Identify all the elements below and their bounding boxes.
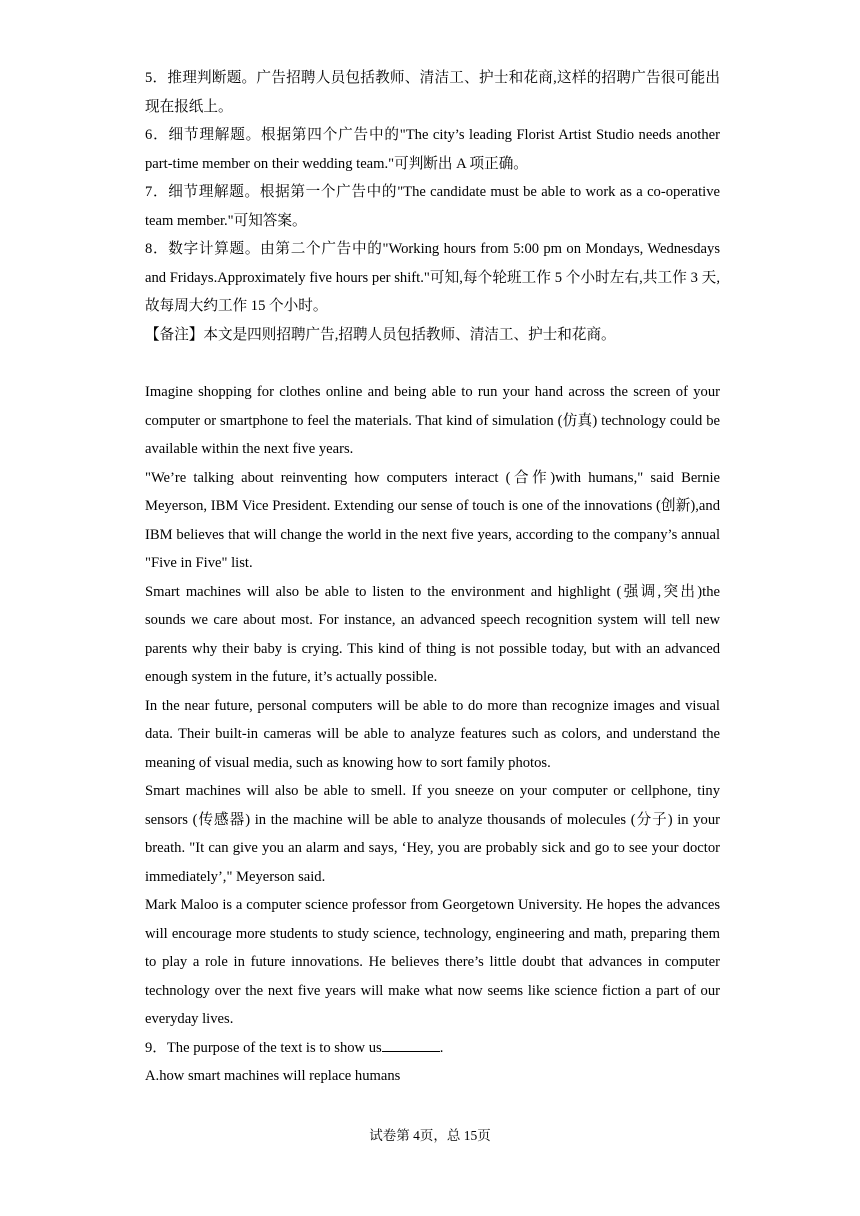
answer-blank — [382, 1035, 440, 1052]
question-9-option-a: A.how smart machines will replace humans — [145, 1068, 401, 1084]
passage-paragraph-3: Smart machines will also be able to listen to the environment and highlight (强调,突出)the sounds we care about most. For instance, an advanced speech recognition system will tell new parents why their baby is crying. This kind of thing is not possible today, but with an advanced enough system in the future, it’s actually possible. — [145, 583, 720, 685]
section-gap — [145, 349, 720, 378]
explanation-7: 7．细节理解题。根据第一个广告中的"The candidate must be able to work as a co-operative team member."可知答案。 — [145, 184, 720, 229]
explanation-8: 8．数字计算题。由第二个广告中的"Working hours from 5:00 pm on Mondays, Wednesdays and Fridays.Approximately five hours per shift."可知,每个轮班工作 5 个小时左右,共工作 3 天,故每周大约工作 15 个小时。 — [145, 241, 720, 314]
passage-paragraph-4: In the near future, personal computers will be able to do more than recognize images and visual data. Their built-in cameras will be able to analyze features such as colors, and understand the meaning of visual media, such as knowing how to sort family photos. — [145, 697, 720, 771]
passage-paragraph-6: Mark Maloo is a computer science professor from Georgetown University. He hopes the advances will encourage more students to study science, technology, engineering and math, preparing them to play a role in future innovations. He believes there’s little doubt that advances in computer technology over the next five years will make what now seems like science fiction a part of our everyday lives. — [145, 897, 720, 1027]
passage-paragraph-5: Smart machines will also be able to smell. If you sneeze on your computer or cellphone, tiny sensors (传感器) in the machine will be able to analyze thousands of molecules (分子) in your breath. "It can give you an alarm and says, ‘Hey, you are probably sick and go to see your doctor immediately’," Meyerson said. — [145, 783, 720, 885]
page-footer: 试卷第 4页，总 15页 — [369, 1128, 491, 1143]
question-9-stem-end: . — [439, 1039, 444, 1056]
page-content — [145, 64, 720, 1091]
passage-paragraph-1: Imagine shopping for clothes online and being able to run your hand across the screen of your computer or smartphone to feel the materials. That kind of simulation (仿真) technology could be available within the next five years. — [145, 384, 720, 457]
question-9 — [145, 1034, 720, 1063]
remark-note: 【备注】本文是四则招聘广告,招聘人员包括教师、清洁工、护士和花商。 — [145, 326, 616, 343]
passage-paragraph-2: "We’re talking about reinventing how computers interact (合作)with humans," said Bernie Meyerson, IBM Vice President. Extending our sense of touch is one of the innovations (创新),and IBM believes that will change the world in the next five years, according to the company’s annual "Five in Five" list. — [145, 469, 720, 571]
question-9-stem: 9．The purpose of the text is to show us — [145, 1039, 382, 1056]
explanation-6: 6．细节理解题。根据第四个广告中的"The city’s leading Florist Artist Studio needs another part-time member on their wedding team."可判断出 A 项正确。 — [145, 127, 720, 172]
explanation-5: 5．推理判断题。广告招聘人员包括教师、清洁工、护士和花商,这样的招聘广告很可能出现在报纸上。 — [145, 70, 720, 115]
